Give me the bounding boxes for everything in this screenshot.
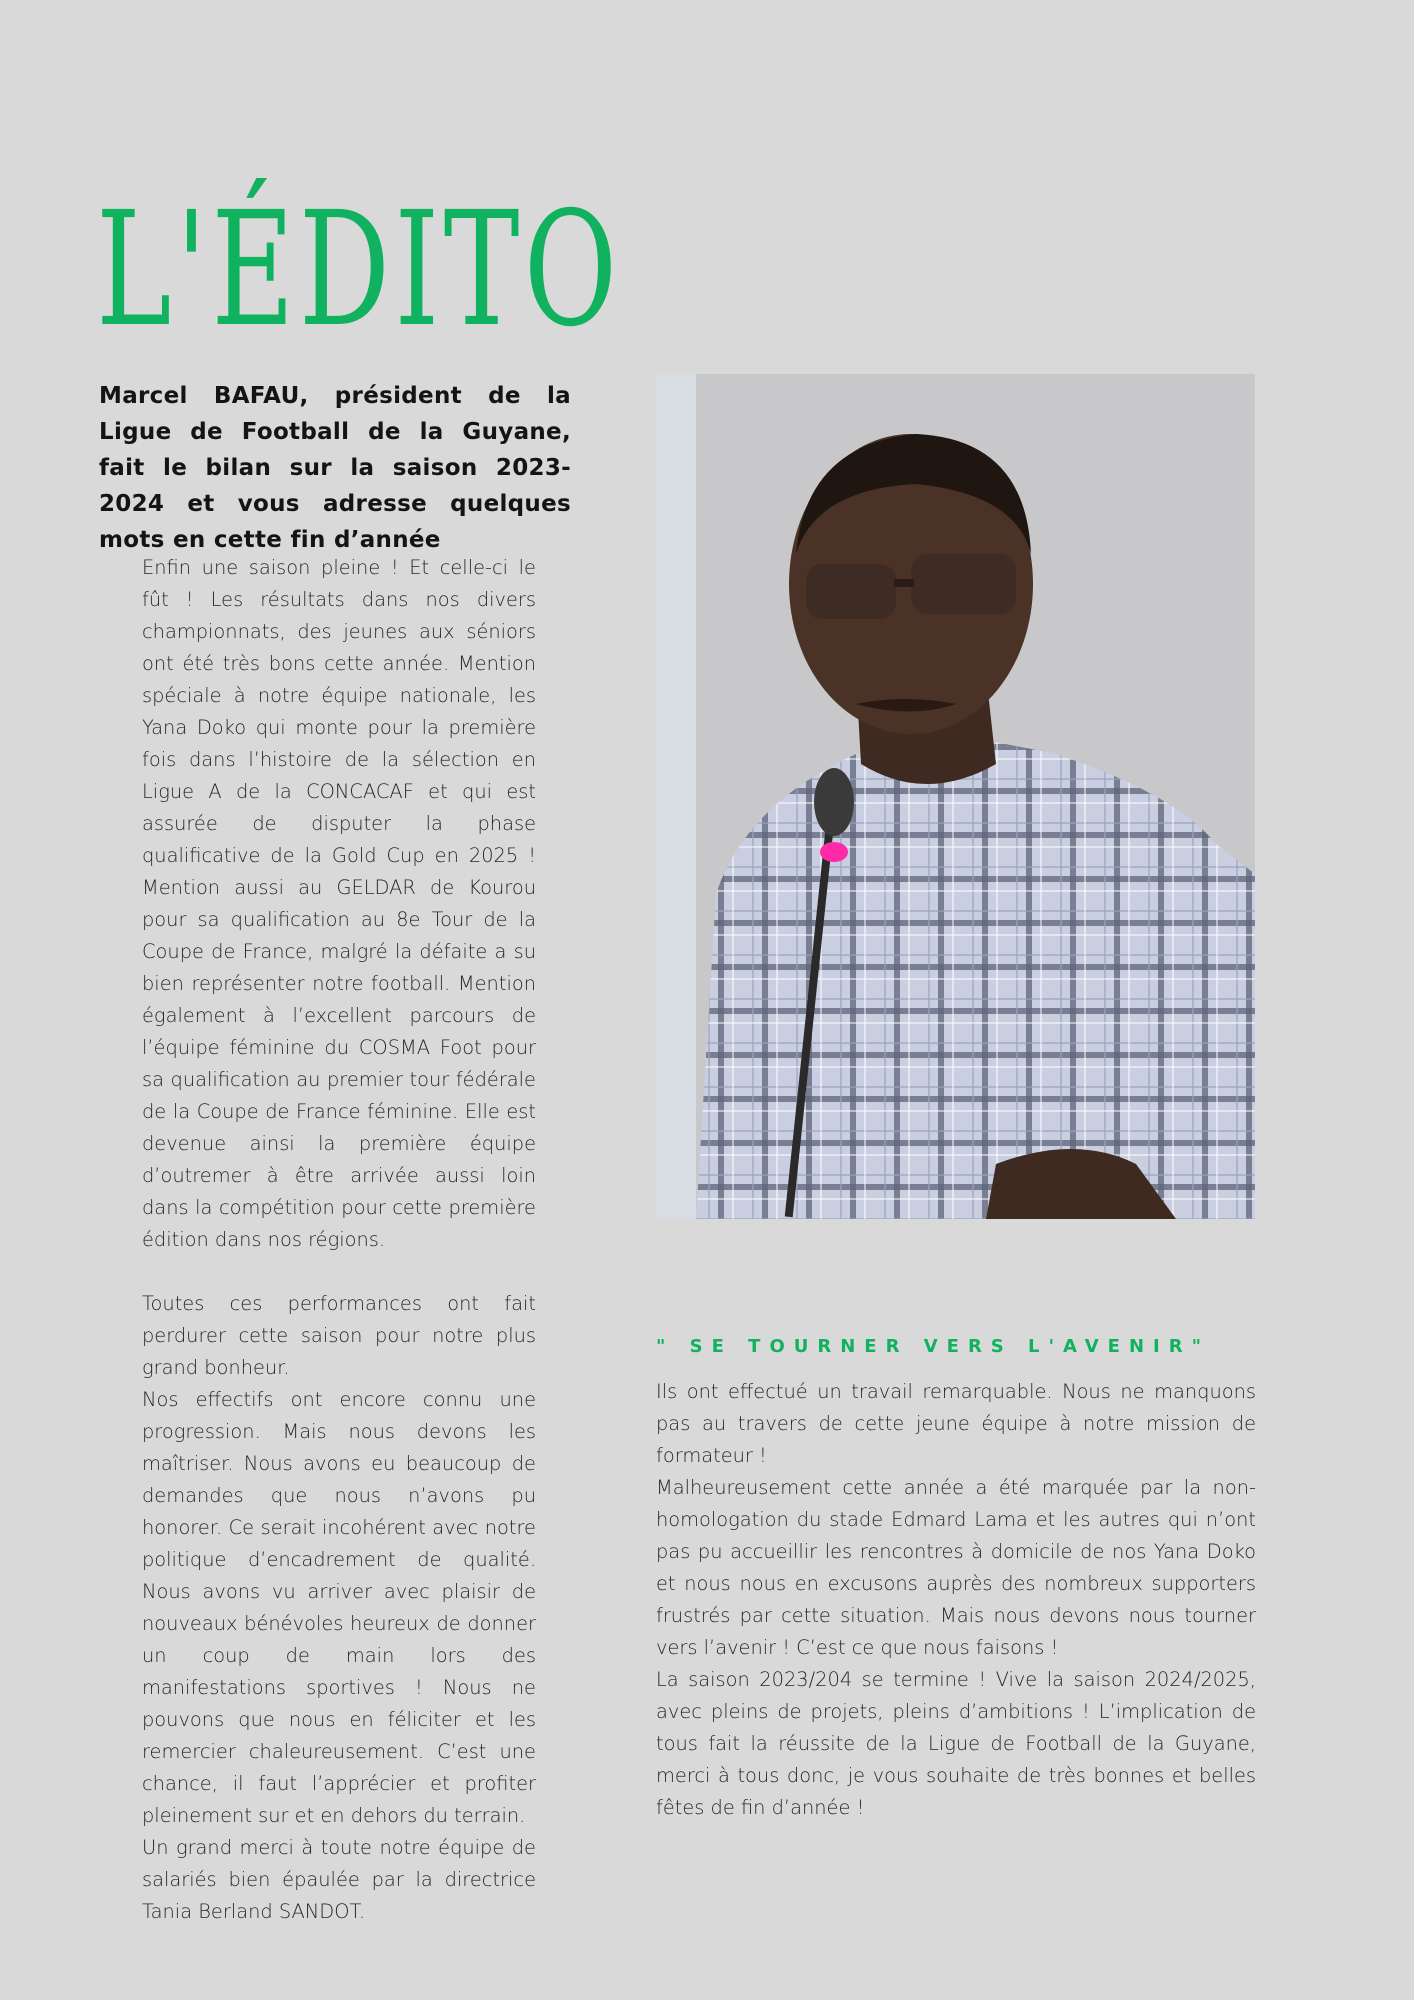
portrait-illustration [656,374,1255,1219]
right-column [656,1376,1256,1824]
paragraph: Nos effectifs ont encore connu une progression. Mais nous devons les maîtriser. Nous avons eu beaucoup de demandes que nous n’avons pu honorer. Ce serait incohérent avec notre politique d’encadrement de qualité. Nous avons vu arriver avec plaisir de nouveaux bénévoles heureux de donner un coup de main lors des manifestations sportives ! Nous ne pouvons que nous en féliciter et les remercier chaleureusement. C’est une chance, il faut l’apprécier et profiter pleinement sur et en dehors du terrain. [142,1388,536,1827]
left-column [142,552,536,1928]
paragraph: Ils ont effectué un travail remarquable. Nous ne manquons pas au travers de cette jeune équipe à notre mission de formateur ! [656,1380,1256,1467]
paragraph: Enfin une saison pleine ! Et celle-ci le fût ! Les résultats dans nos divers championnats, des jeunes aux séniors ont été très bons cette année. Mention spéciale à notre équipe nationale, les Yana Doko qui monte pour la première fois dans l’histoire de la sélection en Ligue A de la CONCACAF et qui est assurée de disputer la phase qualificative de la Gold Cup en 2025 ! Mention aussi au GELDAR de Kourou pour sa qualification au 8e Tour de la Coupe de France, malgré la défaite a su bien représenter notre football. Mention également à l’excellent parcours de l’équipe féminine du COSMA Foot pour sa qualification au premier tour fédérale de la Coupe de France féminine. Elle est devenue ainsi la première équipe d’outremer à être arrivée aussi loin dans la compétition pour cette première édition dans nos régions. [142,556,536,1251]
president-photo [656,374,1255,1219]
paragraph: Un grand merci à toute notre équipe de salariés bien épaulée par la directrice Tania Berland SANDOT. [142,1836,536,1923]
pull-quote: " SE TOURNER VERS L'AVENIR" [656,1336,1210,1357]
page-title: L'ÉDITO [96,178,622,362]
paragraph: Malheureusement cette année a été marquée par la non-homologation du stade Edmard Lama et les autres qui n’ont pas pu accueillir les rencontres à domicile de nos Yana Doko et nous nous en excusons auprès des nombreux supporters frustrés par cette situation. Mais nous devons nous tourner vers l’avenir ! C’est ce que nous faisons ! [656,1476,1256,1659]
paragraph: La saison 2023/204 se termine ! Vive la saison 2024/2025, avec pleins de projets, pleins d’ambitions ! L’implication de tous fait la réussite de la Ligue de Football de la Guyane, merci à tous donc, je vous souhaite de très bonnes et belles fêtes de fin d’année ! [656,1668,1256,1819]
intro-heading: Marcel BAFAU, président de la Ligue de Football de la Guyane, fait le bilan sur la saison 2023-2024 et vous adresse quelques mots en cette fin d’année [99,383,571,553]
paragraph: Toutes ces performances ont fait perdurer cette saison pour notre plus grand bonheur. [142,1292,536,1379]
